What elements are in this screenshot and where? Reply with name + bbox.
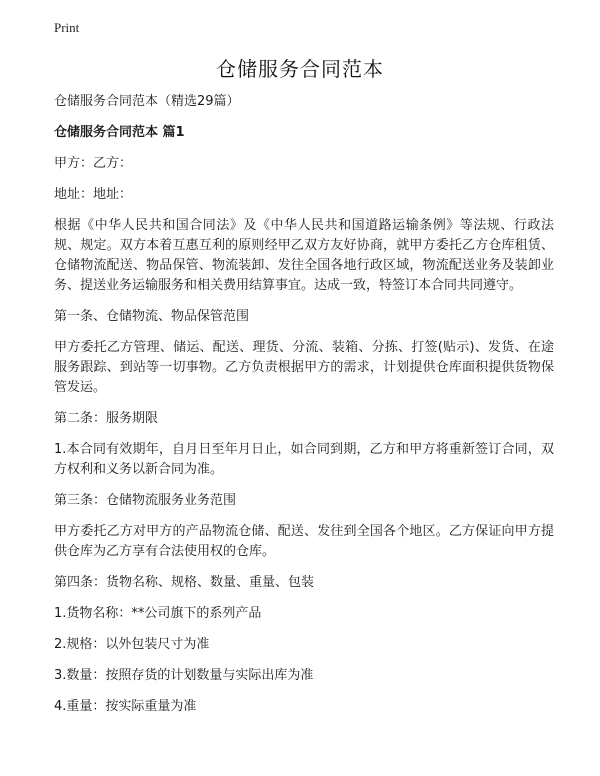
- goods-quantity-item: 3.数量：按照存货的计划数量与实际出库为准: [54, 668, 314, 683]
- document-subtitle: 仓储服务合同范本（精选29篇）: [54, 94, 240, 109]
- section-heading: 仓储服务合同范本 篇1: [54, 125, 185, 140]
- preamble-paragraph: 根据《中华人民共和国合同法》及《中华人民共和国道路运输条例》等法规、行政法规、规定。双方本着互惠互利的原则经甲乙双方友好协商，就甲方委托乙方仓库租赁、仓储物流配送、物品保管、物流装卸、发往全国各地行政区域，物流配送业务及装卸业务、提送业务运输服务和相关费用结算事宜。达成一致，特签订本合同共同遵守。: [54, 218, 554, 293]
- goods-weight-item: 4.重量：按实际重量为准: [54, 699, 197, 714]
- article-1-heading: 第一条、仓储物流、物品保管范围: [54, 309, 250, 324]
- article-4-heading: 第四条：货物名称、规格、数量、重量、包装: [54, 575, 315, 590]
- document-title: 仓储服务合同范本: [216, 57, 384, 81]
- print-link[interactable]: Print: [54, 20, 80, 35]
- goods-spec-item: 2.规格：以外包装尺寸为准: [54, 637, 210, 652]
- article-2-text: 1.本合同有效期年，自月日至年月日止，如合同到期，乙方和甲方将重新签订合同，双方权利和义务以新合同为准。: [54, 442, 554, 477]
- article-1-text: 甲方委托乙方管理、储运、配送、理货、分流、装箱、分拣、打签(贴示)、发货、在途服务跟踪、到站等一切事物。乙方负责根据甲方的需求，计划提供仓库面积提供货物保管发运。: [54, 340, 554, 395]
- party-line: 甲方：乙方：: [54, 156, 133, 171]
- document-body: [54, 92, 554, 728]
- article-3-heading: 第三条：仓储物流服务业务范围: [54, 493, 237, 508]
- address-line: 地址：地址：: [54, 187, 133, 202]
- article-3-text: 甲方委托乙方对甲方的产品物流仓储、配送、发往到全国各个地区。乙方保证向甲方提供仓库为乙方享有合法使用权的仓库。: [54, 524, 554, 559]
- article-2-heading: 第二条：服务期限: [54, 411, 159, 426]
- goods-name-item: 1.货物名称：**公司旗下的系列产品: [54, 606, 262, 621]
